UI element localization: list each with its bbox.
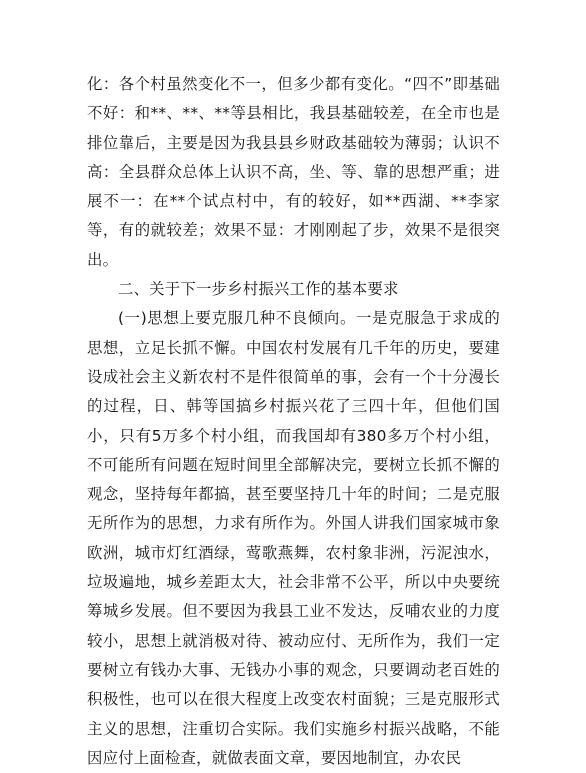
paragraph-requirements: (一)思想上要克服几种不良倾向。一是克服急于求成的思想，立足长抓不懈。中国农村发展有几千年的历史，要建设成社会主义新农村不是件很简单的事，会有一个十分漫长的过程，日、韩等国搞乡村振兴花了三四十年，但他们国小，只有5万多个村小组，而我国却有380多万个村小组，不可能所有问题在短时间里全部解决完，要树立长抓不懈的观念，坚持每年都搞，甚至要坚持几十年的时间；二是克服无所作为的思想，力求有所作为。外国人讲我们国家城市象欧洲，城市灯红酒绿，莺歌燕舞，农村象非洲，污泥浊水，垃圾遍地，城乡差距太大，社会非常不公平，所以中央要统筹城乡发展。但不要因为我县工业不发达，反哺农业的力度较小，思想上就消极对待、被动应付、无所作为，我们一定要树立有钱办大事、无钱办小事的观念，只要调动老百姓的积极性，也可以在很大程度上改变农村面貌；三是克服形式主义的思想，注重切合实际。我们实施乡村振兴战略，不能因应付上面检查，就做表面文章，要因地制宜，办农民 [87, 309, 500, 767]
paragraph-findings: 化：各个村虽然变化不一，但多少都有变化。“四不”即基础不好：和**、**、**等县相比，我县基础较差，在全市也是排位靠后，主要是因为我县县乡财政基础较为薄弱；认识不高：全县群众总体上认识不高，坐、等、靠的思想严重；进展不一：在**个试点村中，有的较好，如**西湖、**李家等，有的就较差；效果不显：才刚刚起了步，效果不是很突出。 [87, 75, 500, 269]
section-heading: 二、关于下一步乡村振兴工作的基本要求 [118, 280, 399, 299]
document-body [87, 70, 500, 773]
